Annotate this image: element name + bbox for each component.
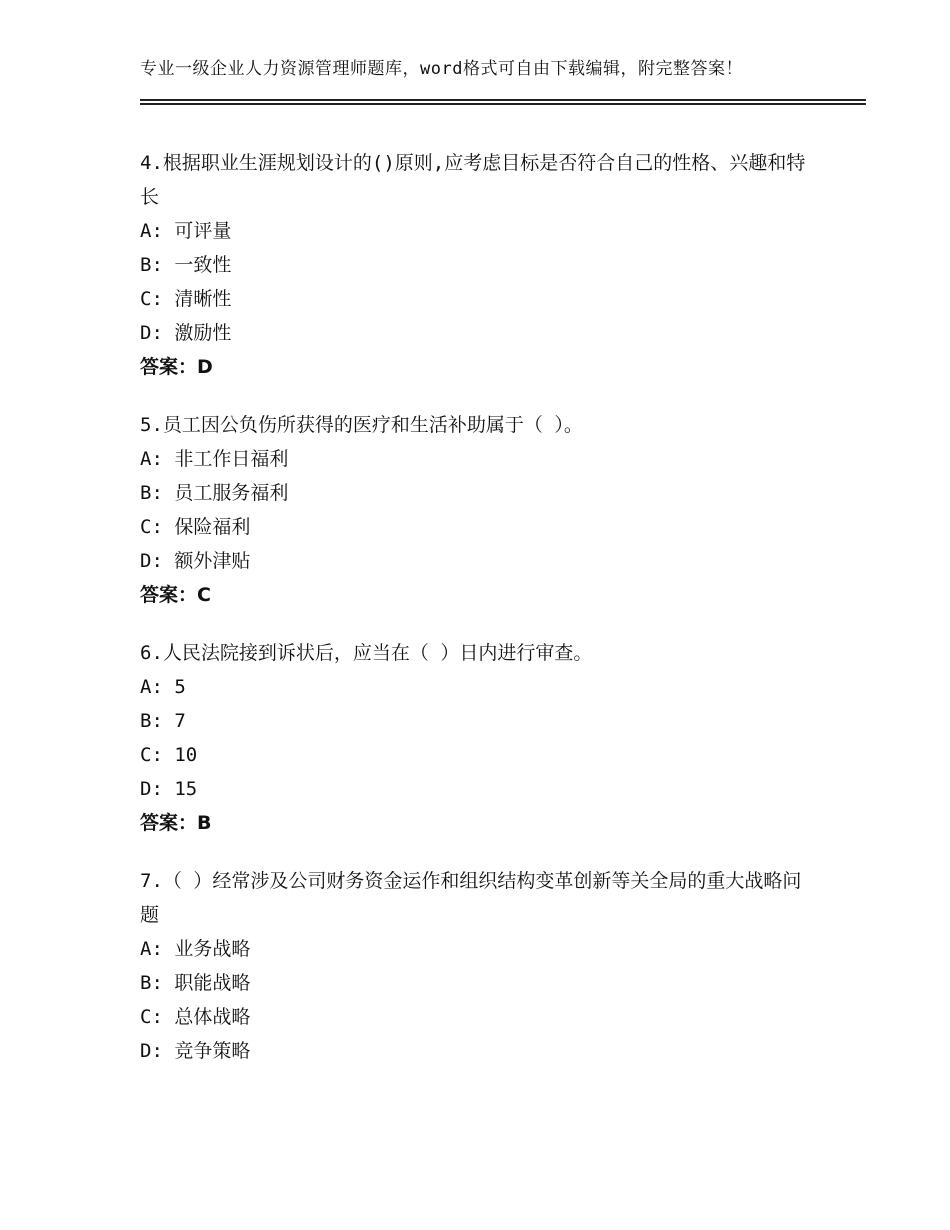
option-c: C: 总体战略 <box>140 1006 251 1028</box>
answer: 答案：C <box>140 584 211 606</box>
question-stem: 6.人民法院接到诉状后，应当在（ ）日内进行审查。 <box>140 642 593 664</box>
question-stem: 4.根据职业生涯规划设计的()原则,应考虑目标是否符合自己的性格、兴趣和特长 <box>140 152 806 208</box>
question-stem: 5.员工因公负伤所获得的医疗和生活补助属于（ ）。 <box>140 414 583 436</box>
question-6 <box>140 636 820 840</box>
option-d: D: 额外津贴 <box>140 550 251 572</box>
answer: 答案：B <box>140 812 212 834</box>
option-c: C: 10 <box>140 744 198 766</box>
question-stem: 7.（ ）经常涉及公司财务资金运作和组织结构变革创新等关全局的重大战略问题 <box>140 870 802 926</box>
answer: 答案：D <box>140 356 213 378</box>
question-4 <box>140 146 820 384</box>
option-a: A: 业务战略 <box>140 938 251 960</box>
question-list <box>140 146 820 1092</box>
option-c: C: 保险福利 <box>140 516 251 538</box>
option-a: A: 5 <box>140 676 186 698</box>
option-c: C: 清晰性 <box>140 288 232 310</box>
question-7 <box>140 864 820 1068</box>
option-a: A: 可评量 <box>140 220 232 242</box>
question-5 <box>140 408 820 612</box>
option-d: D: 竞争策略 <box>140 1040 251 1062</box>
page-header: 专业一级企业人力资源管理师题库，word格式可自由下载编辑，附完整答案！ <box>140 59 743 79</box>
option-b: B: 员工服务福利 <box>140 482 289 504</box>
header-divider-bottom <box>140 103 866 105</box>
option-b: B: 职能战略 <box>140 972 251 994</box>
option-d: D: 15 <box>140 778 198 800</box>
option-b: B: 一致性 <box>140 254 232 276</box>
header-divider-top <box>140 99 866 101</box>
option-a: A: 非工作日福利 <box>140 448 289 470</box>
option-d: D: 激励性 <box>140 322 232 344</box>
option-b: B: 7 <box>140 710 186 732</box>
